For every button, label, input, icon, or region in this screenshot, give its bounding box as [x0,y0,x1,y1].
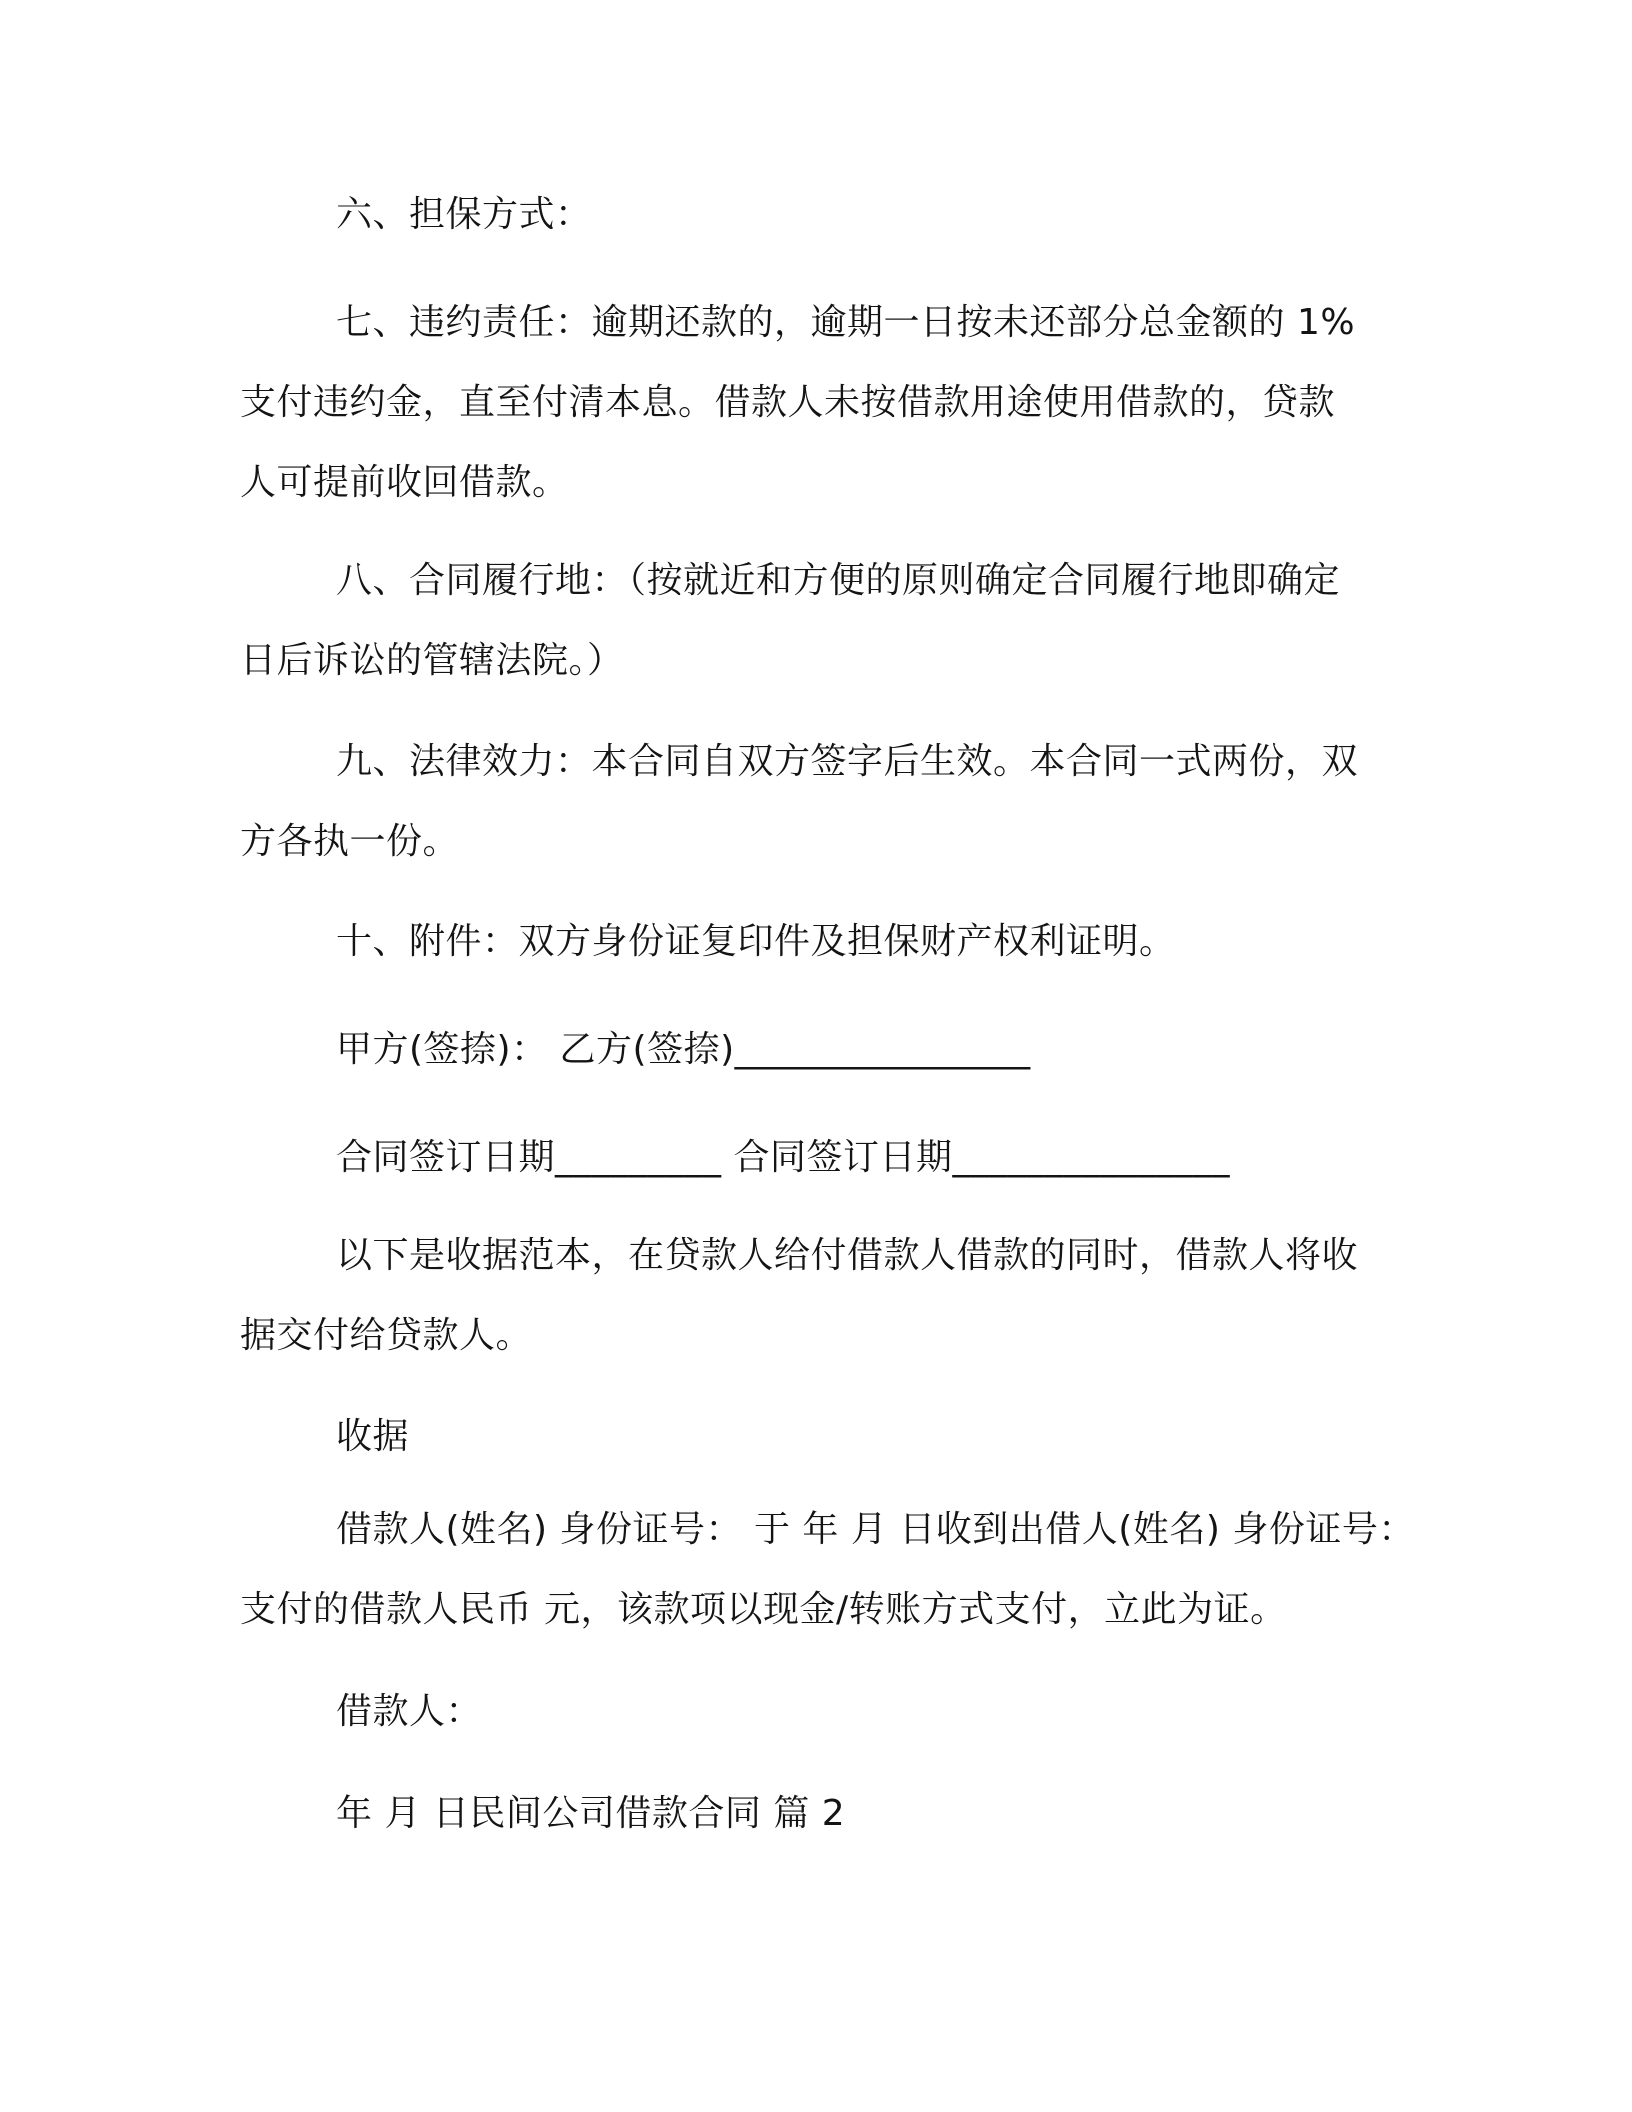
clause-guarantee [240,175,1390,255]
text-line: 人可提前收回借款。 [240,462,569,503]
text-line: 六、担保方式： [336,194,592,235]
next-contract-title [240,1774,1390,1854]
clause-liability [240,283,1390,523]
text-line: 十、附件：双方身份证复印件及担保财产权利证明。 [336,921,1176,962]
text-line: 七、违约责任：逾期还款的，逾期一日按未还部分总金额的 1% [336,302,1356,343]
text-line: 方各执一份。 [240,821,460,862]
text-line: 以下是收据范本，在贷款人给付借款人借款的同时，借款人将收 [336,1235,1359,1276]
text-line: 支付违约金，直至付清本息。借款人未按借款用途使用借款的，贷款 [240,382,1336,423]
text-line: 支付的借款人民币 元，该款项以现金/转账方式支付，立此为证。 [240,1589,1287,1630]
text-line: 借款人(姓名) 身份证号： 于 年 月 日收到出借人(姓名) 身份证号： [336,1509,1415,1550]
receipt-body [240,1490,1415,1650]
text-line: 据交付给贷款人。 [240,1315,533,1356]
text-line: 甲方(签捺)： 乙方(签捺)________________ [336,1029,1031,1070]
text-line: 合同签订日期_________ 合同签订日期_______________ [336,1137,1230,1178]
date-line [240,1118,1390,1198]
receipt-title [240,1397,1390,1477]
signature-line [240,1010,1390,1090]
text-line: 收据 [336,1416,410,1457]
clause-effect [240,722,1390,882]
text-line: 九、法律效力：本合同自双方签字后生效。本合同一式两份，双 [336,741,1359,782]
receipt-intro [240,1216,1390,1376]
borrower-line [240,1672,1390,1752]
text-line: 日后诉讼的管辖法院。） [240,640,624,681]
text-line: 借款人： [336,1691,483,1732]
text-line: 八、合同履行地：（按就近和方便的原则确定合同履行地即确定 [336,560,1341,601]
clause-attachment [240,902,1390,982]
text-line: 年 月 日民间公司借款合同 篇 2 [336,1793,846,1834]
clause-place [240,541,1390,701]
